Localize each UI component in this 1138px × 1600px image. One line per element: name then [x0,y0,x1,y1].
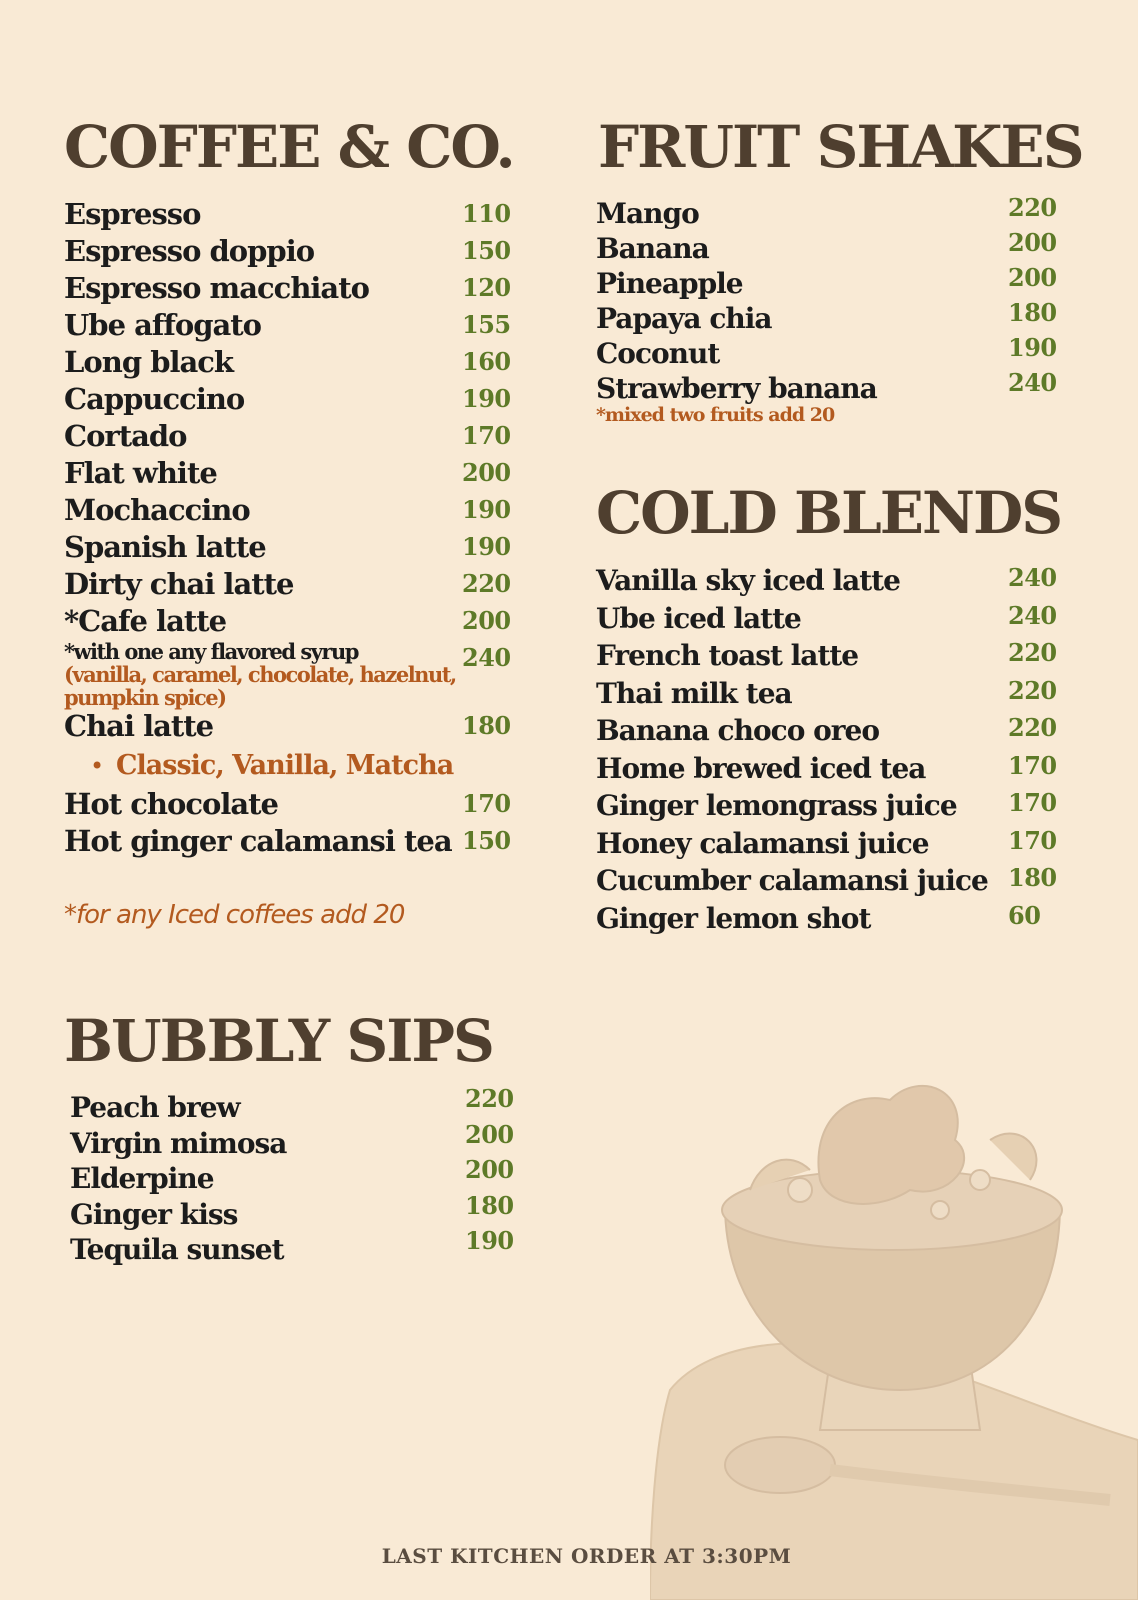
menu-item [70,1155,520,1197]
item-price: 180 [1008,863,1057,892]
menu-item [596,750,1057,788]
item-name: Chai latte [64,709,214,743]
menu-item [596,263,1057,301]
syrup-option [64,640,514,708]
chai-variants-text: Classic, Vanilla, Matcha [116,750,454,781]
mixed-fruits-note: *mixed two fruits add 20 [596,404,835,426]
item-name: Ube iced latte [596,601,801,635]
item-name: Elderpine [70,1162,214,1195]
item-name: Long black [64,345,234,379]
menu-item [64,823,514,860]
menu-item [596,333,1057,371]
item-price: 220 [1008,638,1057,667]
syrup-note-text: *with one any flavored syrup [64,639,358,664]
menu-item [70,1119,520,1162]
item-price: 120 [462,273,511,302]
item-price: 240 [1008,600,1057,630]
item-price: 190 [1008,333,1057,362]
item-name: Ginger lemongrass juice [596,789,957,822]
item-name: Espresso [64,197,201,231]
item-price: 190 [462,384,511,413]
fruit-section-title: FRUIT SHAKES [598,113,1083,181]
item-price: 170 [1008,825,1057,855]
menu-item [596,637,1057,675]
menu-item [596,825,1057,863]
menu-item [64,786,514,823]
item-name: Hot ginger calamansi tea [64,824,452,858]
item-price: 240 [462,643,511,672]
item-name: Banana choco oreo [596,714,880,747]
bubbly-section-title: BUBBLY SIPS [64,1007,493,1075]
item-name: Home brewed iced tea [596,751,926,785]
item-name: Cucumber calamansi juice [596,864,988,897]
menu-item [64,492,514,529]
item-name: Pineapple [596,267,743,300]
item-name: Ube affogato [64,308,262,342]
item-price: 110 [462,199,511,228]
menu-item [70,1084,520,1126]
item-name: Spanish latte [64,530,266,564]
item-name: Dirty chai latte [64,567,294,601]
menu-item [596,298,1057,336]
menu-item [70,1190,520,1233]
item-name: Virgin mimosa [70,1126,287,1160]
item-price: 200 [462,606,511,635]
item-price: 160 [462,347,511,376]
menu-item [596,787,1057,825]
item-name: Ginger lemon shot [596,901,871,935]
coffee-menu-list [64,196,514,860]
menu-item [64,418,514,455]
item-name: *Cafe latte [64,604,227,638]
item-price: 200 [465,1155,514,1184]
item-name: Cappuccino [64,382,245,416]
fruit-menu-list [596,193,1057,406]
chai-variants [64,746,514,786]
item-price: 200 [462,458,511,487]
item-price: 180 [462,711,511,740]
item-name: Banana [596,232,709,265]
menu-item [64,196,514,233]
item-price: 180 [465,1190,514,1220]
item-price: 190 [462,532,511,561]
cold-menu-list [596,562,1057,937]
item-name: Ginger kiss [70,1197,238,1231]
menu-item [596,368,1057,406]
item-price: 240 [1008,563,1057,592]
item-price: 170 [1008,750,1057,780]
item-price: 200 [465,1119,514,1149]
item-price: 180 [1008,298,1057,327]
menu-item [596,600,1057,638]
menu-item [64,566,514,603]
menu-item [64,270,514,307]
menu-item [64,529,514,566]
menu-item [64,344,514,381]
menu-item [70,1226,520,1268]
menu-item [64,233,514,270]
item-price: 220 [1008,193,1057,222]
item-price: 220 [465,1084,514,1113]
cold-section-title: COLD BLENDS [596,479,1062,547]
menu-item [596,228,1057,266]
syrup-flavors-text-cont: pumpkin spice) [64,685,226,710]
item-price: 60 [1008,900,1041,930]
smoothie-bowl-illustration [650,1060,1138,1600]
menu-item [596,900,1046,938]
item-name: Tequila sunset [70,1233,284,1266]
item-price: 190 [465,1226,514,1255]
item-price: 155 [462,310,511,339]
item-price: 150 [462,236,511,265]
bubbly-menu-list [70,1084,520,1268]
item-name: Papaya chia [596,302,772,335]
item-price: 240 [1008,368,1057,397]
item-price: 150 [462,826,511,855]
footer-notice: LAST KITCHEN ORDER AT 3:30PM [381,1544,792,1568]
item-price: 200 [1008,228,1057,257]
item-name: Hot chocolate [64,787,278,821]
menu-item [596,712,1057,750]
item-name: Peach brew [70,1091,240,1124]
menu-item [596,862,1057,900]
item-name: Vanilla sky iced latte [596,564,900,597]
iced-coffee-note: *for any Iced coffees add 20 [64,900,405,930]
menu-item [64,381,514,418]
menu-item [64,307,514,344]
item-name: Thai milk tea [596,676,792,710]
menu-item [64,603,514,640]
coffee-section-title: COFFEE & CO. [64,113,514,181]
item-name: Strawberry banana [596,372,877,405]
item-name: Honey calamansi juice [596,826,929,860]
bullet-icon: • [90,752,105,780]
menu-item [596,193,1057,231]
item-price: 220 [1008,713,1057,742]
item-price: 170 [462,789,511,818]
item-name: Flat white [64,456,217,490]
item-name: Espresso macchiato [64,271,369,305]
menu-item [596,562,1057,600]
menu-item [64,455,514,492]
item-price: 220 [1008,675,1057,705]
item-price: 170 [1008,788,1057,817]
item-name: Mango [596,197,699,230]
item-name: Espresso doppio [64,234,315,268]
syrup-flavors-text: (vanilla, caramel, chocolate, hazelnut, [64,662,456,687]
item-price: 190 [462,495,511,524]
item-name: Cortado [64,419,187,453]
menu-item [596,675,1057,713]
item-price: 200 [1008,263,1057,292]
item-price: 220 [462,569,511,598]
item-name: French toast latte [596,639,859,672]
item-price: 170 [462,421,511,450]
menu-item [64,708,514,746]
item-name: Coconut [596,337,720,370]
item-name: Mochaccino [64,493,250,527]
